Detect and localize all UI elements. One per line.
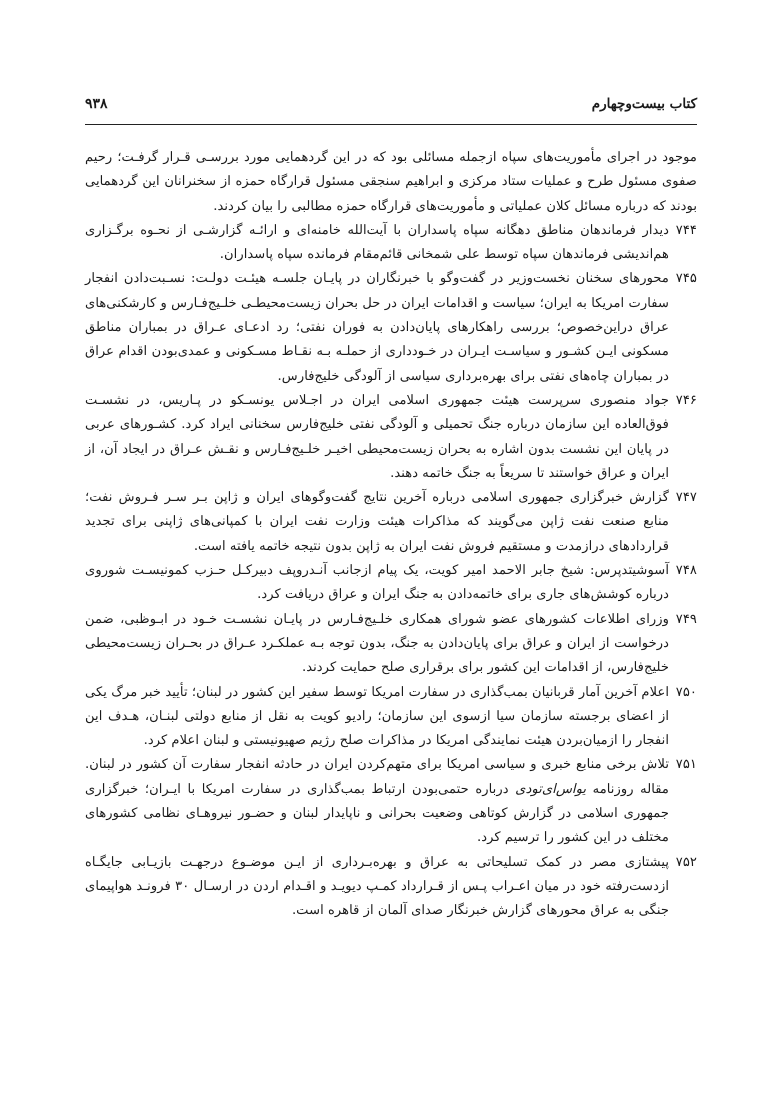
entry-747 <box>85 486 697 559</box>
entry-number: ۷۴۶ <box>675 392 697 408</box>
entry-number: ۷۵۰ <box>675 684 697 700</box>
newspaper-name: یواس‌ای‌تودی <box>515 781 587 797</box>
body-text <box>85 146 697 924</box>
entry-number: ۷۴۵ <box>675 271 697 287</box>
entry-752 <box>85 851 697 924</box>
entry-number: ۷۴۸ <box>675 563 697 579</box>
entry-number: ۷۴۹ <box>675 611 697 627</box>
entry-746 <box>85 389 697 486</box>
entry-number: ۷۵۱ <box>675 757 697 773</box>
entry-text <box>85 753 669 850</box>
entry-number: ۷۴۷ <box>675 490 697 506</box>
entry-text: پیشتازی مصر در کمک تسلیحاتی به عراق و بهره‌بـرداری از ایـن موضـوع درجهـت بازیـابی جایگـاه ازدست‌رفته خود در میان اعـراب پـس از قـرارداد کمـپ دیویـد و اقـدام اردن در ارسـال ۳۰ فرونـد هواپیمای جنگی به عراق محورهای گزارش خبرنگار صدای آلمان از قاهره است. <box>85 854 669 919</box>
entry-text-part: تلاش برخی منابع خبری و سیاسی امریکا برای متهم‌کردن ایران در حادثه انفجار سفارت آن کشور در لبنان. مقاله روزنامه <box>85 757 669 797</box>
entry-text: آسوشیتدپرس: شیخ جابر الاحمد امیر کویت، یک پیام ازجانب آنـدروپف دبیرکـل حـزب کمونیسـت شوروی درباره کوشش‌های جاری برای خاتمه‌دادن به جنگ ایران و عراق دریافت کرد. <box>85 563 669 603</box>
entry-751 <box>85 753 697 850</box>
page-number: ۹۳۸ <box>85 96 108 112</box>
entry-744 <box>85 219 697 268</box>
entry-text: اعلام آخرین آمار قربانیان بمب‌گذاری در سفارت امریکا توسط سفیر این کشور در لبنان؛ تأیید خبر مرگ یکی از اعضای برجسته سازمان سیا ازسوی این سازمان؛ رادیو کویت به نقل از منابع دولتی لبنـان، هـدف این انفجار را ازمیان‌بردن هیئت نمایندگی امریکا در مذاکرات صلح رژیم صهیونیستی و لبنان اعلام کرد. <box>85 684 669 749</box>
entry-number: ۷۵۲ <box>675 854 697 870</box>
entry-749 <box>85 608 697 681</box>
header-divider <box>85 124 697 125</box>
entry-750 <box>85 681 697 754</box>
entry-748 <box>85 559 697 608</box>
book-title: کتاب بیست‌وچهارم <box>591 96 697 112</box>
entry-745 <box>85 267 697 388</box>
running-header <box>85 96 697 118</box>
entry-text: محورهای سخنان نخست‌وزیر در گفت‌وگو با خبرنگاران در پایـان جلسـه هیئـت دولـت: نسـبت‌دادن انفجار سفارت امریکا به ایران؛ سیاست و اقدامات ایران در حل بحران زیست‌محیطـی خلـیج‌فـارس و کارشکنی‌های عراق دراین‌خصوص؛ بررسی راهکارهای پایان‌دادن به فوران نفتی؛ رد ادعـای عـراق در بمباران مناطق مسکونی ایـن کشـور و سیاسـت ایـران در خـودداری از حملـه بـه نقـاط مسـکونی و عمدی‌بودن اقدام عراق در بمباران چاه‌های نفتی برای بهره‌برداری سیاسی از آلودگی خلیج‌فارس. <box>85 271 669 384</box>
entry-text-part: درباره حتمی‌بودن ارتباط بمب‌گذاری در سفارت امریکا با ایـران؛ خبرگزاری جمهوری اسلامی در گزارش کوتاهی وضعیت بحرانی و ناپایدار لبنان و حضـور نیروهـای نظامی کشورهای مختلف در این کشور را ترسیم کرد. <box>85 781 669 846</box>
entry-text: دیدار فرماندهان مناطق دهگانه سپاه پاسداران با آیت‌الله خامنه‌ای و ارائـه گزارشـی از نحـوه برگـزاری هم‌اندیشی فرماندهان سپاه توسط علی شمخانی قائم‌مقام فرمانده سپاه پاسداران. <box>85 222 669 263</box>
intro-paragraph: موجود در اجرای مأموریت‌های سپاه ازجمله مسائلی بود که در این گردهمایی مورد بررسـی قـرار گرفـت؛ رحیم صفوی مسئول طرح و عملیات ستاد مرکزی و ابراهیم سنجقی مسئول قرارگاه حمزه از سخنرانان این گردهمایی بودند که درباره مسائل کلان عملیاتی و مأموریت‌های قرارگاه حمزه مطالبی را بیان کردند. <box>85 150 697 214</box>
entry-text: جواد منصوری سرپرست هیئت جمهوری اسلامی ایران در اجـلاس یونسـکو در پـاریس، در نشسـت فوق‌العاده این سازمان درباره جنگ تحمیلی و آلودگی نفتی خلیج‌فارس سخنانی ایراد کرد. کشـورهای عربی در پایان این نشست بدون اشاره به بحران زیست‌محیطی اخیـر خلـیج‌فـارس و نقـش عـراق در ایجاد آن، از ایران و عراق خواستند تا سریعاً به جنگ خاتمه دهند. <box>85 392 669 481</box>
entry-text: گزارش خبرگزاری جمهوری اسلامی درباره آخرین نتایج گفت‌وگوهای ایران و ژاپن بـر سـر فـروش نفت؛ منابع صنعت نفت ژاپن می‌گویند که مذاکرات هیئت وزارت نفت ایران با کمپانی‌های ژاپنی برای تجدید قراردادهای درازمدت و مستقیم فروش نفت ایران به ژاپن بدون نتیجه خاتمه یافته است. <box>85 490 669 554</box>
entry-number: ۷۴۴ <box>675 222 697 238</box>
entry-text: وزرای اطلاعات کشورهای عضو شورای همکاری خلـیج‌فـارس در پایـان نشسـت خـود در ابـوظبی، ضمن درخواست از ایران و عراق برای پایان‌دادن به جنگ، بدون توجه بـه عملکـرد عـراق در بحـران زیست‌محیطی خلیج‌فارس، از اقدامات این کشور برای برقراری صلح حمایت کردند. <box>85 611 669 676</box>
